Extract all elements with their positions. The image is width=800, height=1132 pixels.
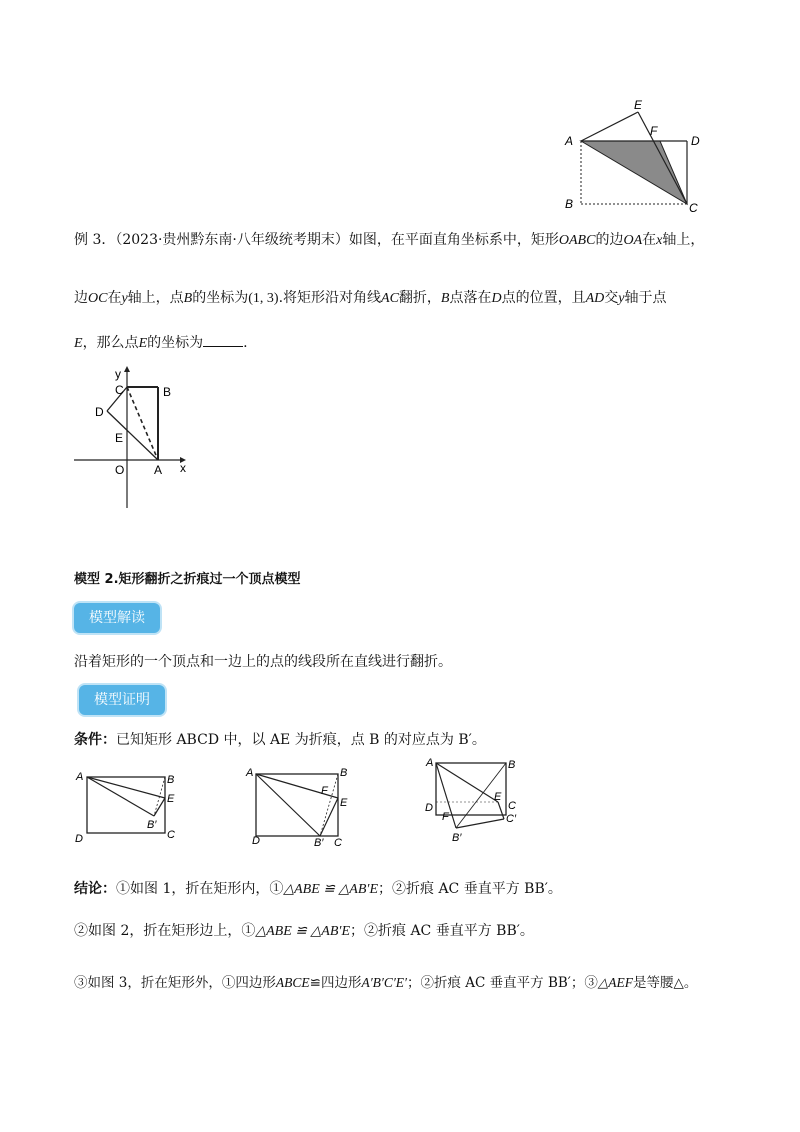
label-A: A — [426, 757, 434, 769]
figure-3 — [420, 756, 530, 848]
label-B-prime: B′ — [314, 837, 324, 847]
conclusion-line-1: 结论：①如图 1，折在矩形内，①△ABE ≌ △AB′E；②折痕 AC 垂直平方 BB′。 — [74, 881, 562, 897]
label-B-prime: B′ — [147, 819, 157, 831]
label-E: E — [115, 431, 124, 445]
label-E: E — [167, 793, 175, 805]
label-O: O — [115, 463, 125, 477]
line-AE — [436, 763, 498, 802]
label-F: F — [442, 811, 449, 823]
line-BB2 — [154, 777, 165, 816]
line-AB2 — [87, 777, 154, 816]
badge-model-proof: 模型证明 — [79, 685, 165, 715]
label-D: D — [95, 405, 104, 419]
shaded-triangle — [581, 141, 687, 204]
label-B: B — [508, 759, 516, 771]
label-y: y — [115, 367, 121, 381]
label-B: B — [167, 774, 175, 786]
line-B2E — [320, 798, 338, 836]
label-B: B — [163, 385, 172, 399]
figure-2 — [240, 762, 360, 847]
label-x: x — [180, 461, 186, 475]
model2-description: 沿着矩形的一个顶点和一边上的点的线段所在直线进行翻折。 — [74, 654, 452, 670]
label-E: E — [340, 797, 348, 809]
model2-heading: 模型 2.矩形翻折之折痕过一个顶点模型 — [74, 572, 301, 587]
badge-model-reading: 模型解读 — [74, 603, 160, 633]
line-B2E — [154, 798, 165, 816]
example3-line3: E，那么点E的坐标为 . — [74, 332, 248, 354]
label-A: A — [246, 767, 254, 779]
line-AE — [87, 777, 165, 798]
label-C-prime: C′ — [506, 813, 517, 825]
label-B: B — [340, 767, 348, 779]
label-B: B — [565, 197, 574, 211]
rectangle — [256, 774, 338, 836]
condition-line: 条件：已知矩形 ABCD 中，以 AE 为折痕，点 B 的对应点为 B′。 — [74, 732, 486, 748]
example3-line2: 边OC在y轴上，点B的坐标为(1, 3).将矩形沿对角线AC翻折，B点落在D点的位置，且AD交y轴于点 — [74, 290, 667, 306]
line-B2C2 — [456, 819, 504, 828]
line-C2E — [498, 802, 504, 819]
label-D: D — [691, 134, 700, 148]
answer-blank[interactable] — [203, 332, 243, 347]
label-C: C — [334, 837, 342, 847]
figure-top-fold — [560, 96, 710, 216]
y-arrow — [124, 366, 130, 372]
line-CA-dashed — [127, 387, 158, 460]
label-C: C — [115, 383, 124, 397]
label-E: E — [634, 98, 643, 112]
label-D: D — [425, 802, 433, 814]
label-D: D — [252, 835, 260, 847]
label-C: C — [689, 201, 698, 215]
label-C: C — [508, 800, 516, 812]
line-AE — [581, 112, 638, 141]
label-A: A — [565, 134, 574, 148]
label-C: C — [167, 829, 175, 841]
label-E: E — [494, 791, 502, 803]
label-F: F — [321, 785, 328, 797]
conclusion-line-2: ②如图 2，折在矩形边上，①△ABE ≌ △AB′E；②折痕 AC 垂直平方 BB′。 — [74, 923, 534, 939]
conclusion-line-3: ③如图 3，折在矩形外，①四边形ABCE≌四边形A′B′C′E′；②折痕 AC 垂直平方 BB′；③△AEF是等腰△。 — [74, 975, 698, 991]
rectangle — [436, 763, 506, 815]
label-F: F — [650, 124, 658, 138]
figure-coordinate-fold — [70, 362, 200, 512]
example3-line1: 例 3．（2023·贵州黔东南·八年级统考期末）如图，在平面直角坐标系中，矩形OABC的边OA在x轴上， — [74, 232, 705, 248]
label-D: D — [75, 833, 83, 845]
label-A: A — [154, 463, 163, 477]
figure-1 — [70, 768, 190, 848]
label-B-prime: B′ — [452, 832, 462, 844]
label-A: A — [76, 771, 84, 783]
